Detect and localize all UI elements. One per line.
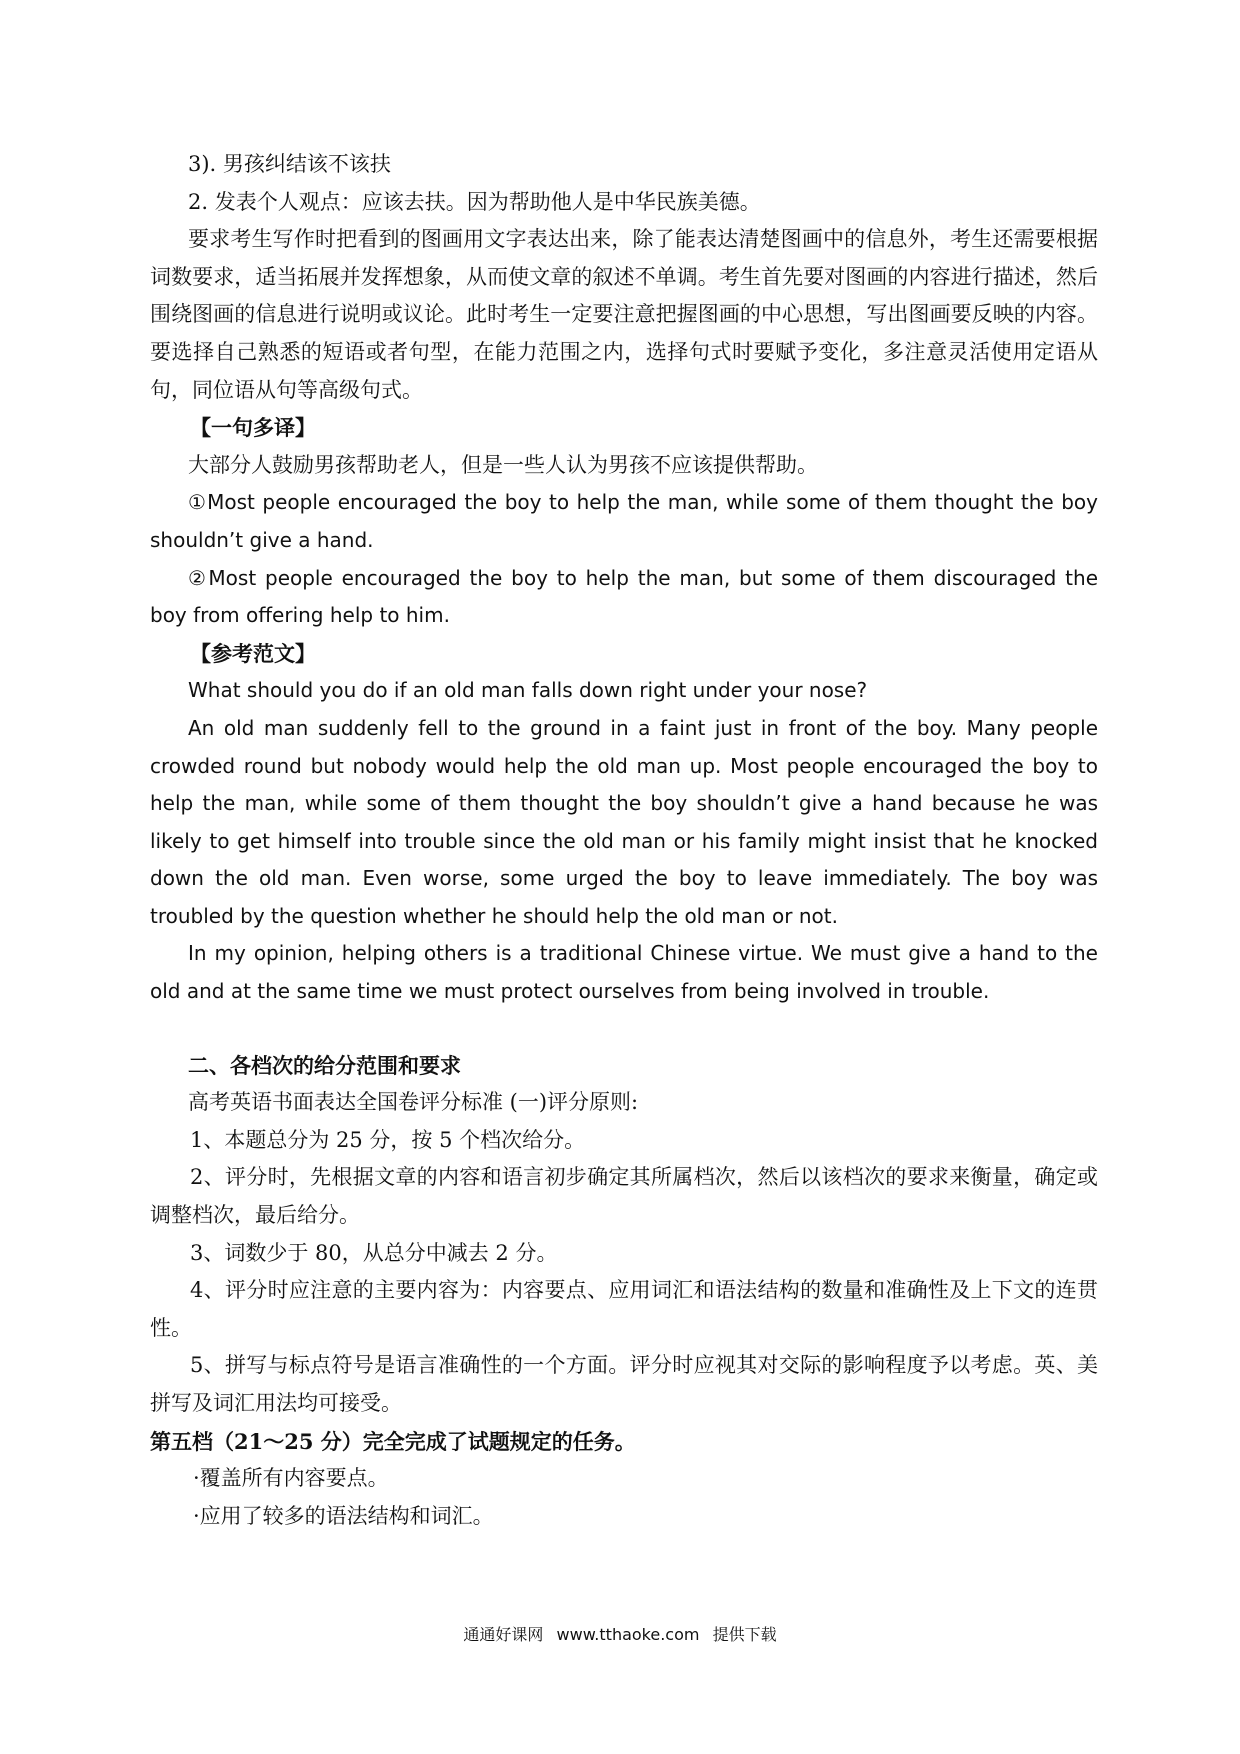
- section-spacer: [150, 1011, 1098, 1047]
- translation-1: ①Most people encouraged the boy to help the man, while some of them thought the boy shouldn’t give a hand.: [150, 490, 1098, 552]
- grade-5-bullet-2: ·应用了较多的语法结构和词汇。: [193, 1503, 494, 1528]
- translation-2: ②Most people encouraged the boy to help the man, but some of them discouraged the boy from offering help to him.: [150, 565, 1098, 628]
- heading-model-essay: 【参考范文】: [190, 640, 316, 666]
- scoring-rule-2: 2、评分时，先根据文章的内容和语言初步确定其所属档次，然后以该档次的要求来衡量，确定或调整档次，最后给分。: [150, 1165, 1098, 1228]
- essay-title: What should you do if an old man falls down right under your nose?: [188, 678, 868, 703]
- chinese-sentence: 大部分人鼓励男孩帮助老人，但是一些人认为男孩不应该提供帮助。: [188, 452, 818, 477]
- scoring-standard-title: 高考英语书面表达全国卷评分标准 (一)评分原则:: [188, 1090, 639, 1115]
- essay-paragraph-1: An old man suddenly fell to the ground in a faint just in front of the boy. Many people crowded round but nobody would help the old man up. Most people encouraged the boy to help the man, while some of them thought the boy shouldn’t give a hand because he was likely to get himself into trouble since the old man or his family might insist that he knocked down the old man. Even worse, some urged the boy to leave immediately. The boy was troubled by the question whether he should help the old man or not.: [150, 715, 1098, 928]
- heading-multiple-translations: 【一句多译】: [190, 415, 316, 441]
- outline-point-3: 3). 男孩纠结该不该扶: [188, 152, 391, 176]
- writing-requirement-paragraph: 要求考生写作时把看到的图画用文字表达出来，除了能表达清楚图画中的信息外，考生还需要根据词数要求，适当拓展并发挥想象，从而使文章的叙述不单调。考生首先要对图画的内容进行描述，然后围绕图画的信息进行说明或议论。此时考生一定要注意把握图画的中心思想，写出图画要反映的内容。要选择自己熟悉的短语或者句型，在能力范围之内，选择句式时要赋予变化，多注意灵活使用定语从句，同位语从句等高级句式。: [150, 227, 1098, 402]
- scoring-rule-5: 5、拼写与标点符号是语言准确性的一个方面。评分时应视其对交际的影响程度予以考虑。英、美拼写及词汇用法均可接受。: [150, 1353, 1098, 1415]
- essay-paragraph-2: In my opinion, helping others is a traditional Chinese virtue. We must give a hand to the old and at the same time we must protect ourselves from being involved in trouble.: [150, 941, 1098, 1004]
- scoring-rule-4: 4、评分时应注意的主要内容为：内容要点、应用词汇和语法结构的数量和准确性及上下文的连贯性。: [150, 1278, 1098, 1340]
- scoring-rule-1: 1、本题总分为 25 分，按 5 个档次给分。: [190, 1127, 586, 1152]
- section-2-heading: 二、各档次的给分范围和要求: [188, 1052, 461, 1078]
- outline-point-2: 2. 发表个人观点：应该去扶。因为帮助他人是中华民族美德。: [188, 189, 761, 214]
- document-body: [150, 146, 1098, 1535]
- scoring-rule-3: 3、词数少于 80，从总分中减去 2 分。: [190, 1240, 558, 1265]
- footer-site-name: 通通好课网: [463, 1625, 544, 1644]
- grade-5-title: 第五档（21～25 分）完全完成了试题规定的任务。: [150, 1428, 636, 1454]
- grade-5-bullet-1: ·覆盖所有内容要点。: [193, 1466, 389, 1491]
- page-footer: [0, 1622, 1240, 1645]
- footer-url: www.tthaoke.com: [556, 1625, 700, 1644]
- footer-suffix: 提供下载: [712, 1625, 777, 1644]
